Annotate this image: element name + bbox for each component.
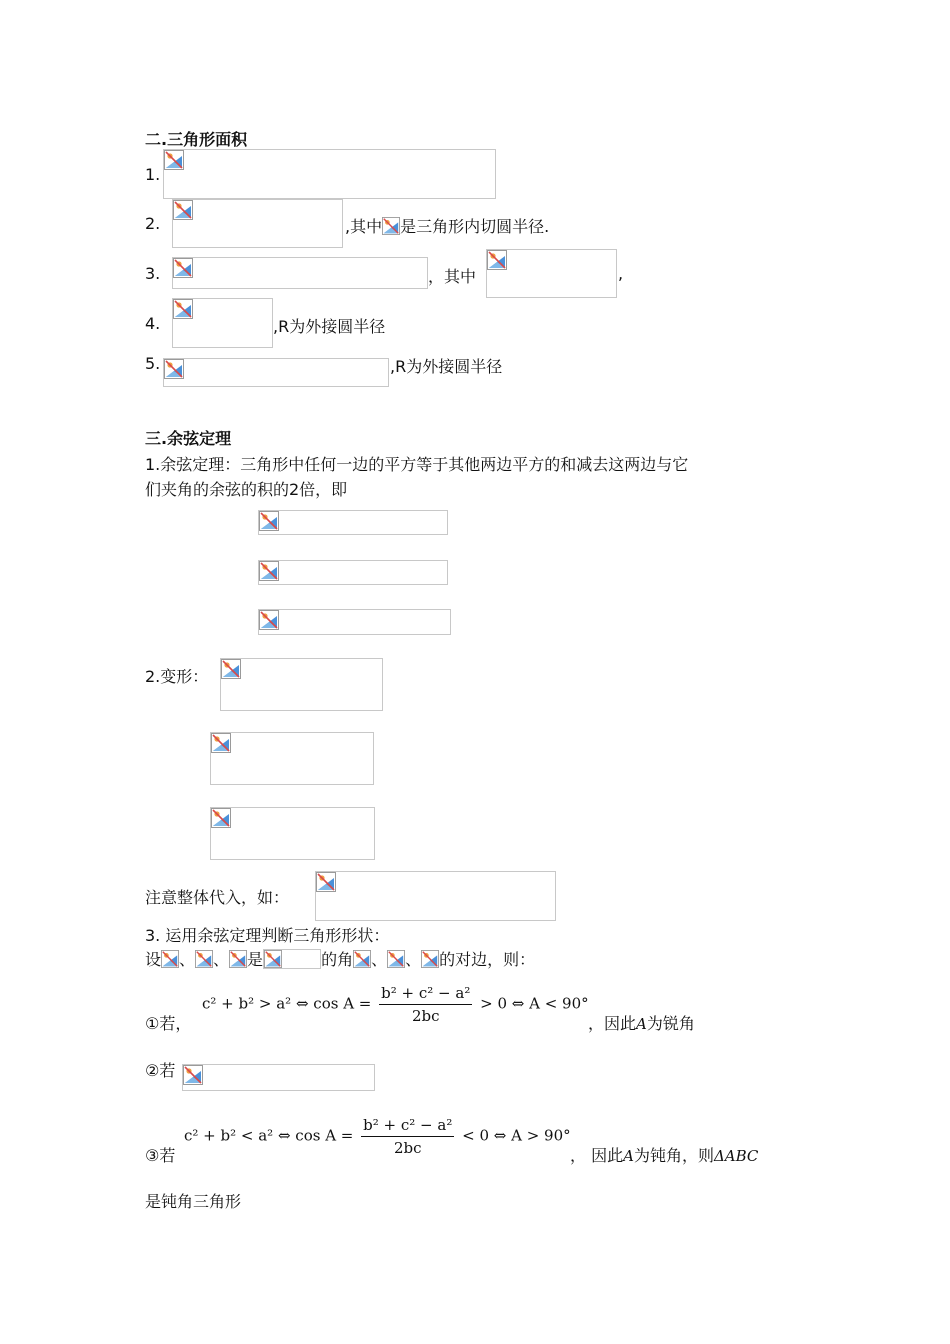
formula-image-placeholder — [172, 257, 428, 289]
item4-number: 4. — [145, 314, 161, 333]
formula-image-placeholder — [258, 560, 448, 585]
case3-marker: ③若 — [145, 1146, 176, 1165]
broken-image-icon — [421, 950, 439, 968]
broken-image-icon — [161, 950, 179, 968]
item5-text: ,R为外接圆半径 — [390, 357, 503, 376]
broken-image-icon — [487, 250, 507, 270]
broken-image-icon — [259, 511, 279, 531]
formula-image-placeholder — [210, 732, 374, 785]
broken-image-icon — [382, 217, 400, 235]
case3-formula: c² + b² < a² ⇔ cos A = $\frac{\text{b² + c² − a²}}{2bc}$ < 0 ⇔ A > 90° — [184, 1116, 571, 1157]
broken-image-icon — [264, 950, 282, 968]
formula-image-placeholder — [163, 149, 496, 199]
shape-judgement-title: 3. 运用余弦定理判断三角形形状： — [145, 926, 390, 945]
formula-image-placeholder — [163, 358, 389, 387]
broken-image-icon — [387, 950, 405, 968]
sides-definition-line: 设 、 、 是 的角 、 、 的对边，则： — [145, 950, 536, 969]
broken-image-icon — [211, 733, 231, 753]
broken-image-icon — [183, 1065, 203, 1085]
case3-fraction-numerator: b² + c² − a² — [361, 1116, 454, 1137]
formula-image-placeholder — [220, 658, 383, 711]
broken-image-icon — [173, 200, 193, 220]
formula-image-placeholder — [263, 949, 321, 969]
broken-image-icon — [195, 950, 213, 968]
broken-image-icon — [173, 299, 193, 319]
law-of-cosines-line2: 们夹角的余弦的积的2倍，即 — [145, 480, 348, 499]
variation-label: 2.变形： — [145, 667, 209, 686]
item4-text: ,R为外接圆半径 — [273, 317, 386, 336]
section3-heading: 三.余弦定理 — [145, 429, 232, 448]
formula-image-placeholder — [258, 609, 451, 635]
broken-image-icon — [229, 950, 247, 968]
formula-image-placeholder — [210, 807, 375, 860]
case1-conclusion: ，因此A为锐角 — [588, 1014, 695, 1033]
case1-formula: c² + b² > a² ⇔ cos A = $\frac{\text{b² + c² − a²}}{2bc}$ > 0 ⇔ A < 90° — [202, 984, 589, 1025]
section2-heading: 二.三角形面积 — [145, 130, 248, 149]
broken-image-icon — [316, 872, 336, 892]
item2-text: ,其中 是三角形内切圆半径. — [345, 217, 550, 236]
broken-image-icon — [259, 561, 279, 581]
case2-marker: ②若 — [145, 1061, 176, 1080]
broken-image-icon — [164, 359, 184, 379]
item3-text-a: ，其中 — [428, 267, 477, 286]
item5-number: 5. — [145, 354, 161, 373]
case1-fraction-denominator: 2bc — [411, 1007, 440, 1025]
broken-image-icon — [259, 610, 279, 630]
case3-fraction-denominator: 2bc — [393, 1139, 422, 1157]
broken-image-icon — [221, 659, 241, 679]
item3-number: 3. — [145, 264, 161, 283]
item3-text-b: , — [618, 264, 624, 283]
case3-conclusion: ， 因此A为钝角，则ΔABC — [570, 1146, 759, 1165]
formula-image-placeholder — [315, 871, 556, 921]
item2-number: 2. — [145, 214, 161, 233]
case1-fraction-numerator: b² + c² − a² — [379, 984, 472, 1005]
broken-image-icon — [173, 258, 193, 278]
formula-image-placeholder — [182, 1064, 375, 1091]
final-line: 是钝角三角形 — [145, 1192, 242, 1211]
broken-image-icon — [211, 808, 231, 828]
item1-number: 1. — [145, 165, 161, 184]
formula-image-placeholder — [258, 510, 448, 535]
case1-marker: ①若， — [145, 1014, 192, 1033]
formula-image-placeholder — [172, 199, 343, 248]
broken-image-icon — [164, 150, 184, 170]
note-text: 注意整体代入，如： — [145, 888, 290, 907]
broken-image-icon — [353, 950, 371, 968]
law-of-cosines-line1: 1.余弦定理：三角形中任何一边的平方等于其他两边平方的和减去这两边与它 — [145, 455, 689, 474]
